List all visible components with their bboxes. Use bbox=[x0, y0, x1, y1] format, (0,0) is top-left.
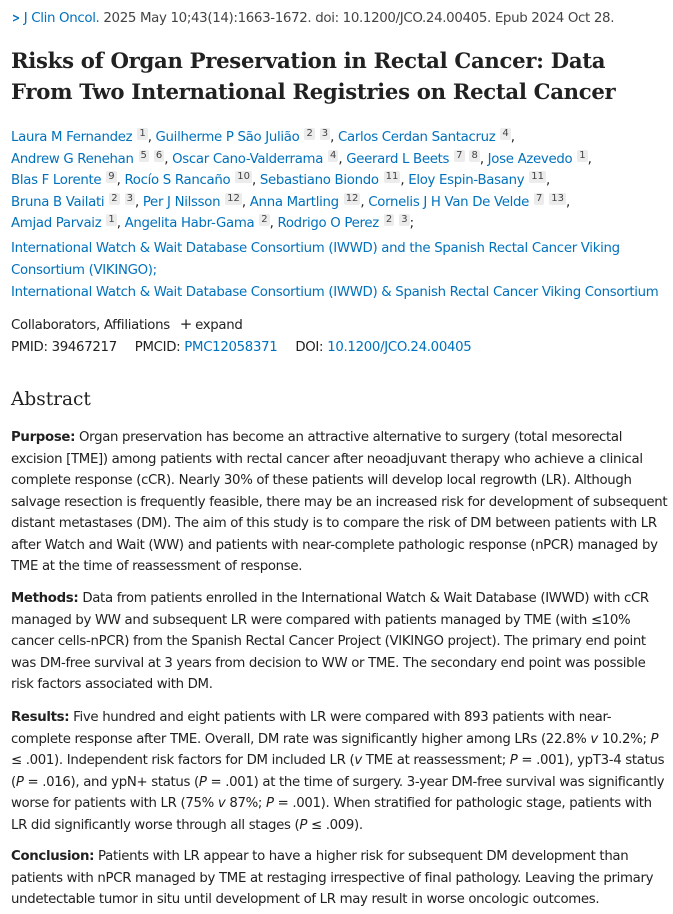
purpose-text: complete response (cCR). Nearly 30% of these patients will develop local regrowth (LR). Although bbox=[11, 473, 632, 488]
results-text: complete response after TME. Overall, DM rate was significantly higher among LRs (22.8% bbox=[11, 731, 591, 747]
chevron-right-icon[interactable]: > bbox=[11, 11, 20, 25]
author-link[interactable]: Eloy Espin-Basany bbox=[408, 173, 525, 188]
results-text: ≤ .001). Independent risk factors for DM included LR ( bbox=[11, 753, 355, 768]
author-separator: , bbox=[134, 194, 143, 210]
pmcid-label: PMCID: bbox=[134, 340, 181, 355]
results-text: = .016), and ypN+ status ( bbox=[23, 774, 199, 790]
affiliation-badge[interactable]: 2 bbox=[111, 192, 118, 204]
doi-link[interactable]: 10.1200/JCO.24.00405 bbox=[327, 340, 472, 355]
versus: v bbox=[590, 731, 598, 747]
title-line: Risks of Organ Preservation in Rectal Cancer: Data bbox=[11, 48, 606, 73]
author-separator: , bbox=[479, 151, 488, 167]
abstract-purpose bbox=[11, 427, 668, 578]
results-text: = .001). When stratified for pathologic stage, patients with bbox=[273, 796, 652, 811]
affiliation-badge[interactable]: 2 bbox=[385, 214, 393, 225]
results-text: TME at reassessment; bbox=[361, 753, 510, 768]
p-value-symbol: P bbox=[198, 774, 207, 790]
author-link[interactable]: Angelita Habr-Gama bbox=[124, 216, 255, 231]
affiliation-badge[interactable]: 7 bbox=[456, 149, 463, 161]
collaborators-label: Collaborators, Affiliations bbox=[11, 318, 170, 333]
methods-label: Methods: bbox=[11, 591, 79, 606]
conclusion-text: undetectable tumor in situ until development of LR may result in worse oncologic outcomes. bbox=[11, 892, 600, 907]
author-separator: , bbox=[147, 130, 156, 145]
affiliation-badge[interactable]: 11 bbox=[385, 171, 399, 182]
author-separator: ; bbox=[409, 216, 414, 231]
author-link[interactable]: Andrew G Renehan bbox=[11, 151, 134, 167]
author-list bbox=[11, 127, 666, 235]
affiliation-badge[interactable]: 2 bbox=[306, 128, 313, 139]
affiliation-badge[interactable]: 4 bbox=[502, 128, 509, 139]
abstract-results bbox=[11, 707, 663, 836]
author-link[interactable]: Guilherme P São Julião bbox=[155, 130, 300, 145]
results-text: = .001) at the time of surgery. 3-year DM-free survival was significantly bbox=[206, 774, 665, 790]
affiliation-badge[interactable]: 11 bbox=[531, 171, 544, 182]
methods-text: risk factors associated with DM. bbox=[11, 677, 213, 692]
author-link[interactable]: Geerard L Beets bbox=[346, 151, 450, 167]
author-separator: , bbox=[251, 173, 260, 188]
p-value-symbol: P bbox=[265, 796, 274, 811]
purpose-text: excision [TME]) among patients with rectal cancer after neoadjuvant therapy who achieve a clinical bbox=[11, 451, 643, 467]
author-line bbox=[11, 149, 666, 171]
author-separator: , bbox=[587, 151, 592, 167]
author-link[interactable]: Rodrigo O Perez bbox=[277, 216, 379, 231]
author-separator: , bbox=[338, 151, 347, 167]
pmid-value: 39467217 bbox=[51, 340, 117, 355]
affiliation-badge[interactable]: 5 bbox=[140, 149, 147, 161]
p-value-symbol: P bbox=[509, 753, 518, 768]
affiliation-badge[interactable]: 12 bbox=[345, 192, 359, 204]
author-separator: , bbox=[400, 173, 409, 188]
collaborators-affiliations bbox=[11, 315, 243, 333]
affiliation-badge[interactable]: 1 bbox=[579, 149, 586, 161]
author-link[interactable]: Rocío S Rancaño bbox=[124, 173, 231, 188]
author-line bbox=[11, 127, 666, 149]
article-title bbox=[11, 45, 661, 107]
affiliation-badge[interactable]: 1 bbox=[139, 128, 146, 139]
results-text: ( bbox=[11, 774, 16, 790]
affiliation-badge[interactable]: 7 bbox=[535, 192, 543, 204]
author-separator: , bbox=[116, 216, 125, 231]
results-text: ≤ .009). bbox=[307, 817, 363, 833]
purpose-text: after Watch and Wait (WW) and patients with near-complete pathologic response (nPCR) managed by bbox=[11, 537, 658, 553]
expand-button[interactable] bbox=[179, 315, 243, 333]
abstract-conclusion bbox=[11, 846, 663, 911]
doi-label: DOI: bbox=[295, 340, 324, 355]
author-separator: , bbox=[269, 216, 278, 231]
author-link[interactable]: Carlos Cerdan Santacruz bbox=[337, 130, 496, 145]
results-text: 87%; bbox=[225, 796, 266, 811]
conclusion-label: Conclusion: bbox=[11, 849, 95, 864]
affiliation-badge[interactable]: 1 bbox=[108, 214, 115, 225]
author-link[interactable]: Cornelis J H Van De Velde bbox=[368, 194, 530, 210]
affiliation-badge[interactable]: 4 bbox=[330, 149, 337, 161]
author-link[interactable]: Laura M Fernandez bbox=[11, 130, 133, 145]
affiliation-badge[interactable]: 13 bbox=[551, 192, 565, 204]
author-link[interactable]: Sebastiano Biondo bbox=[259, 173, 379, 188]
title-line: From Two International Registries on Rectal Cancer bbox=[11, 79, 616, 104]
consortium-line[interactable]: International Watch & Wait Database Consortium (IWWD) and the Spanish Rectal Cancer Viking bbox=[11, 241, 620, 256]
conclusion-text: Patients with LR appear to have a higher risk for subsequent DM development than bbox=[94, 849, 629, 864]
author-link[interactable]: Oscar Cano-Valderrama bbox=[172, 151, 324, 167]
affiliation-badge[interactable]: 3 bbox=[401, 214, 408, 225]
results-text: 10.2%; bbox=[597, 731, 651, 747]
abstract-methods bbox=[11, 588, 663, 696]
consortium-group-1[interactable] bbox=[11, 238, 666, 281]
methods-text: cancer cells-nPCR) from the Spanish Rectal Cancer Project (VIKINGO project). The primary end point bbox=[11, 634, 646, 649]
author-separator: , bbox=[566, 194, 570, 210]
author-link[interactable]: Per J Nilsson bbox=[142, 194, 221, 210]
versus: v bbox=[354, 753, 362, 768]
affiliation-badge[interactable]: 6 bbox=[155, 149, 163, 161]
author-separator: , bbox=[116, 173, 125, 188]
results-text: worse for patients with LR (75% bbox=[11, 796, 218, 811]
author-line bbox=[11, 170, 666, 192]
author-separator: , bbox=[164, 151, 173, 167]
purpose-text: distant metastases (DM). The aim of this study is to compare the risk of DM between patients with LR bbox=[11, 516, 657, 531]
purpose-text: salvage resection is frequently feasible, there may be an increased risk for development of subsequent bbox=[11, 494, 668, 510]
author-line bbox=[11, 192, 666, 214]
author-link[interactable]: Bruna B Vailati bbox=[11, 194, 105, 210]
citation-details: 2025 May 10;43(14):1663-1672. doi: 10.1200/JCO.24.00405. Epub 2024 Oct 28. bbox=[99, 11, 615, 26]
author-link[interactable]: Anna Martling bbox=[249, 194, 339, 210]
purpose-label: Purpose: bbox=[11, 430, 76, 445]
methods-text: managed by WW and subsequent LR were compared with patients managed by TME (with ≤10% bbox=[11, 612, 631, 628]
affiliation-badge[interactable]: 8 bbox=[471, 149, 478, 161]
journal-link[interactable]: J Clin Oncol. bbox=[23, 11, 100, 26]
author-link[interactable]: Jose Azevedo bbox=[487, 151, 573, 167]
author-separator: , bbox=[330, 130, 338, 145]
methods-text: was DM-free survival at 3 years from decision to WW or TME. The secondary end point was possible bbox=[11, 655, 646, 671]
methods-text: Data from patients enrolled in the International Watch & Wait Database (IWWD) with cCR bbox=[78, 591, 649, 606]
versus: v bbox=[217, 796, 226, 811]
abstract-heading: Abstract bbox=[11, 389, 91, 410]
pmid-label: PMID: bbox=[11, 340, 48, 355]
purpose-text: Organ preservation has become an attractive alternative to surgery (total mesorectal bbox=[75, 430, 623, 445]
plus-icon: + bbox=[179, 315, 193, 333]
affiliation-badge[interactable]: 2 bbox=[261, 214, 268, 225]
consortium-group-2[interactable]: International Watch & Wait Database Consortium (IWWD) & Spanish Rectal Cancer Viking Consortium bbox=[11, 285, 659, 300]
author-separator: , bbox=[241, 194, 250, 210]
pmcid-link[interactable]: PMC12058371 bbox=[184, 340, 278, 355]
author-separator: , bbox=[510, 130, 515, 145]
consortium-line[interactable]: Consortium (VIKINGO); bbox=[11, 262, 157, 278]
affiliation-badge[interactable]: 9 bbox=[108, 171, 115, 182]
affiliation-badge[interactable]: 10 bbox=[237, 171, 250, 182]
p-value-symbol: P bbox=[15, 774, 24, 790]
expand-label[interactable]: expand bbox=[195, 318, 243, 333]
affiliation-badge[interactable]: 3 bbox=[126, 192, 133, 204]
author-separator: , bbox=[545, 173, 550, 188]
affiliation-badge[interactable]: 3 bbox=[321, 128, 329, 139]
author-link[interactable]: Amjad Parvaiz bbox=[11, 216, 102, 231]
p-value-symbol: P bbox=[299, 817, 308, 833]
author-link[interactable]: Blas F Lorente bbox=[11, 173, 102, 188]
article-identifiers bbox=[11, 340, 471, 355]
p-value-symbol: P bbox=[650, 731, 659, 747]
purpose-text: TME at the time of reassessment of response. bbox=[11, 559, 303, 574]
author-line bbox=[11, 213, 666, 235]
results-text: = .001), ypT3-4 status bbox=[517, 753, 665, 768]
results-label: Results: bbox=[11, 710, 70, 725]
results-text: LR did significantly worse through all stages ( bbox=[11, 817, 300, 833]
affiliation-badge[interactable]: 12 bbox=[227, 192, 240, 204]
conclusion-text: patients with nPCR managed by TME at restaging irrespective of final pathology. Leaving the primary bbox=[11, 870, 654, 886]
results-text: Five hundred and eight patients with LR were compared with 893 patients with near- bbox=[69, 710, 612, 725]
citation-line bbox=[11, 11, 614, 26]
author-separator: , bbox=[360, 194, 369, 210]
